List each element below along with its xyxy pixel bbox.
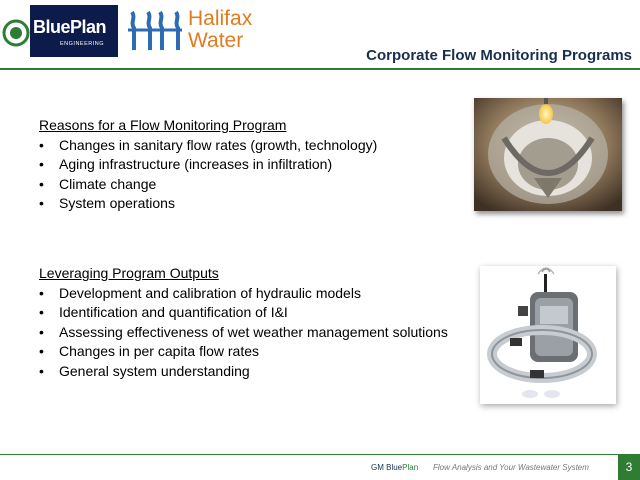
footer-brand-prefix: GM Blue xyxy=(371,463,403,472)
section-heading: Reasons for a Flow Monitoring Program xyxy=(39,117,287,133)
section-heading: Leveraging Program Outputs xyxy=(39,265,219,281)
flow-meter-photo xyxy=(480,266,616,404)
footer-divider xyxy=(0,454,640,455)
blueplan-sub: ENGINEERING xyxy=(60,41,105,47)
blueplan-box xyxy=(30,5,118,57)
gm-blueplan-logo xyxy=(2,5,118,57)
halifax-water-logo xyxy=(126,8,256,52)
outputs-section xyxy=(39,264,448,381)
blueplan-name: BluePlan xyxy=(33,17,107,37)
list-item: • Aging infrastructure (increases in infiltration) xyxy=(39,155,377,175)
list-item: • Identification and quantification of I&I xyxy=(39,303,448,323)
page-title: Corporate Flow Monitoring Programs xyxy=(366,47,632,64)
list-item: • System operations xyxy=(39,194,377,214)
list-item: • Development and calibration of hydraulic models xyxy=(39,284,448,304)
sewer-pipe-photo xyxy=(474,98,622,211)
list-item: • General system understanding xyxy=(39,362,448,382)
reasons-section xyxy=(39,116,377,214)
footer-description: Flow Analysis and Your Wastewater System xyxy=(433,463,589,472)
page-number: 3 xyxy=(618,454,640,480)
halifax-line1: Halifax xyxy=(188,7,253,30)
reasons-list xyxy=(39,136,377,214)
footer-brand xyxy=(371,463,418,472)
list-item: • Changes in per capita flow rates xyxy=(39,342,448,362)
gm-circle-icon xyxy=(2,19,30,47)
list-item: • Assessing effectiveness of wet weather management solutions xyxy=(39,323,448,343)
list-item: • Climate change xyxy=(39,175,377,195)
list-item: • Changes in sanitary flow rates (growth, technology) xyxy=(39,136,377,156)
halifax-mark-icon xyxy=(126,8,184,52)
halifax-line2: Water xyxy=(188,29,244,52)
footer-brand-suffix: Plan xyxy=(402,463,419,472)
title-divider xyxy=(0,68,640,70)
outputs-list xyxy=(39,284,448,382)
